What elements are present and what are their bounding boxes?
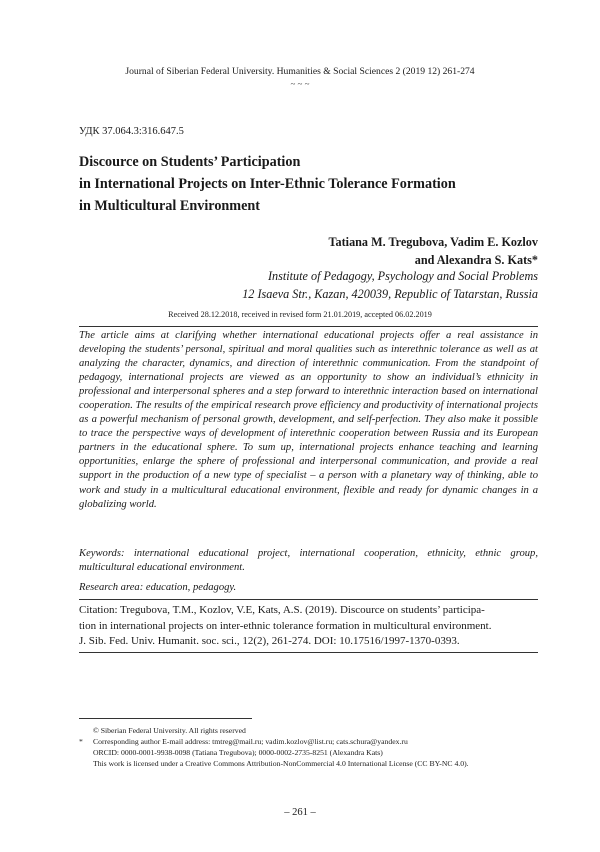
citation-line: Citation: Tregubova, T.M., Kozlov, V.E, Kats, A.S. (2019). Discource on students’ participa- <box>79 604 485 616</box>
affiliation-line: 12 Isaeva Str., Kazan, 420039, Republic of Tatarstan, Russia <box>242 287 538 301</box>
title-line: Discource on Students’ Participation <box>79 154 301 170</box>
header-ornament: ~ ~ ~ <box>290 79 310 89</box>
udc-code: УДК 37.064.3:316.647.5 <box>79 126 184 137</box>
keywords: Keywords: international educational project, international cooperation, ethnicity, ethnic group, multicultural educational environment. <box>79 548 538 573</box>
authors-line: and Alexandra S. Kats* <box>414 253 538 267</box>
citation <box>79 603 538 650</box>
title-line: in International Projects on Inter-Ethnic Tolerance Formation <box>79 176 456 192</box>
authors-line: Tatiana M. Tregubova, Vadim E. Kozlov <box>328 235 538 249</box>
paper-page: Journal of Siberian Federal University. Humanities & Social Sciences 2 (2019 12) 261-274 ~ ~ ~ УДК 37.064.3:316.647.5 Discource on Students’ Participation in International Projects on Inter-Ethnic Tolerance Formation in Multicultural Environment Tatiana M. Tregubova, Vadim E. Kozlov and Alexandra S. Kats* Institute of Pedagogy, Psychology and Social Problems 12 Isaeva Str., Kazan, 420039, Republic of Tatarstan, Russia Received 28.12.2018, received in revised form 21.01.2019, accepted 06.02.2019 The article aims at clarifying whether international educational projects offer a real assistance in developing the students’ personal, spiritual and moral qualities such as interethnic tolerance as well as at analyzing the character, dynamics, and direction of interethnic communication. From the standpoint of pedagogy, international projects are viewed as an opportunity to show an individual’s ethnicity in professional and interpersonal spheres and a step forward to interethnic interaction based on international cooperation. The results of the empirical research prove efficiency and productivity of international projects as a powerful mechanism of personal growth, development, and self-perfection. They also make it possible to trace the perspective ways of development of interethnic cooperation between Russia and its European partners in the educational sphere. To sum up, international projects enhance teaching and learning opportunities, enlarge the sphere of professional and interpersonal communication, and provide a real support in the production of a new type of specialist – a person with a planetary way of thinking, able to work and study in a multicultural educational environment, flexible and ready for dynamic changes in a globalizing world. Keywords: international educational project, international cooperation, ethnicity, ethnic group, multicultural educational environment. Research area: education, pedagogy. Citation: Tregubova, T.M., Kozlov, V.E, Kats, A.S. (2019). Discource on students’ participa- tion in international projects on inter-ethnic tolerance formation in multicultural environment. J. Sib. Fed. Univ. Humanit. soc. sci., 12(2), 261-274. DOI: 10.17516/1997-1370-0393. © Siberian Federal University. All rights reserved * Corresponding author E-mail address: tmtreg@mail.ru; vadim.kozlov@list.ru; cats.schura@yandex.ru ORCID: 0000-0001-9938-0098 (Tatiana Tregubova); 0000-0002-2735-8251 (Alexandra Kats) This work is licensed under a Creative Commons Attribution-NonCommercial 4.0 International License (CC BY-NC 4.0). – 261 – <box>0 0 600 852</box>
citation-bottom-rule <box>79 652 538 653</box>
research-area: Research area: education, pedagogy. <box>79 582 237 593</box>
affiliation-line: Institute of Pedagogy, Psychology and Social Problems <box>268 269 538 283</box>
article-title <box>79 151 549 217</box>
received-dates: Received 28.12.2018, received in revised form 21.01.2019, accepted 06.02.2019 <box>168 310 432 319</box>
authors <box>329 233 538 269</box>
footnote-star: * <box>79 737 83 746</box>
journal-header: Journal of Siberian Federal University. Humanities & Social Sciences 2 (2019 12) 261-274 <box>125 66 475 77</box>
citation-line: tion in international projects on inter-ethnic tolerance formation in multicultural environment. <box>79 619 492 632</box>
footnote-rule <box>79 718 252 719</box>
affiliation <box>242 267 538 303</box>
title-line: in Multicultural Environment <box>79 198 261 214</box>
abstract: The article aims at clarifying whether international educational projects offer a real assistance in developing the students’ personal, spiritual and moral qualities such as interethnic tolerance as well as at analyzing the character, dynamics, and direction of interethnic communication. From the standpoint of pedagogy, international projects are viewed as an opportunity to show an individual’s ethnicity in professional and interpersonal spheres and a step forward to interethnic interaction based on international cooperation. The results of the empirical research prove efficiency and productivity of international projects as a powerful mechanism of personal growth, development, and self-perfection. They also make it possible to trace the perspective ways of development of interethnic cooperation between Russia and its European partners in the educational sphere. To sum up, international projects enhance teaching and learning opportunities, enlarge the sphere of professional and interpersonal communication, and provide a real support in the production of a new type of specialist – a person with a planetary way of thinking, able to work and study in a multicultural educational environment, flexible and ready for dynamic changes in a globalizing world. <box>79 330 538 510</box>
page-number: – 261 – <box>284 807 316 818</box>
citation-line: J. Sib. Fed. Univ. Humanit. soc. sci., 12(2), 261-274. DOI: 10.17516/1997-1370-0393. <box>79 635 460 647</box>
citation-top-rule <box>79 599 538 600</box>
abstract-top-rule <box>79 326 538 327</box>
